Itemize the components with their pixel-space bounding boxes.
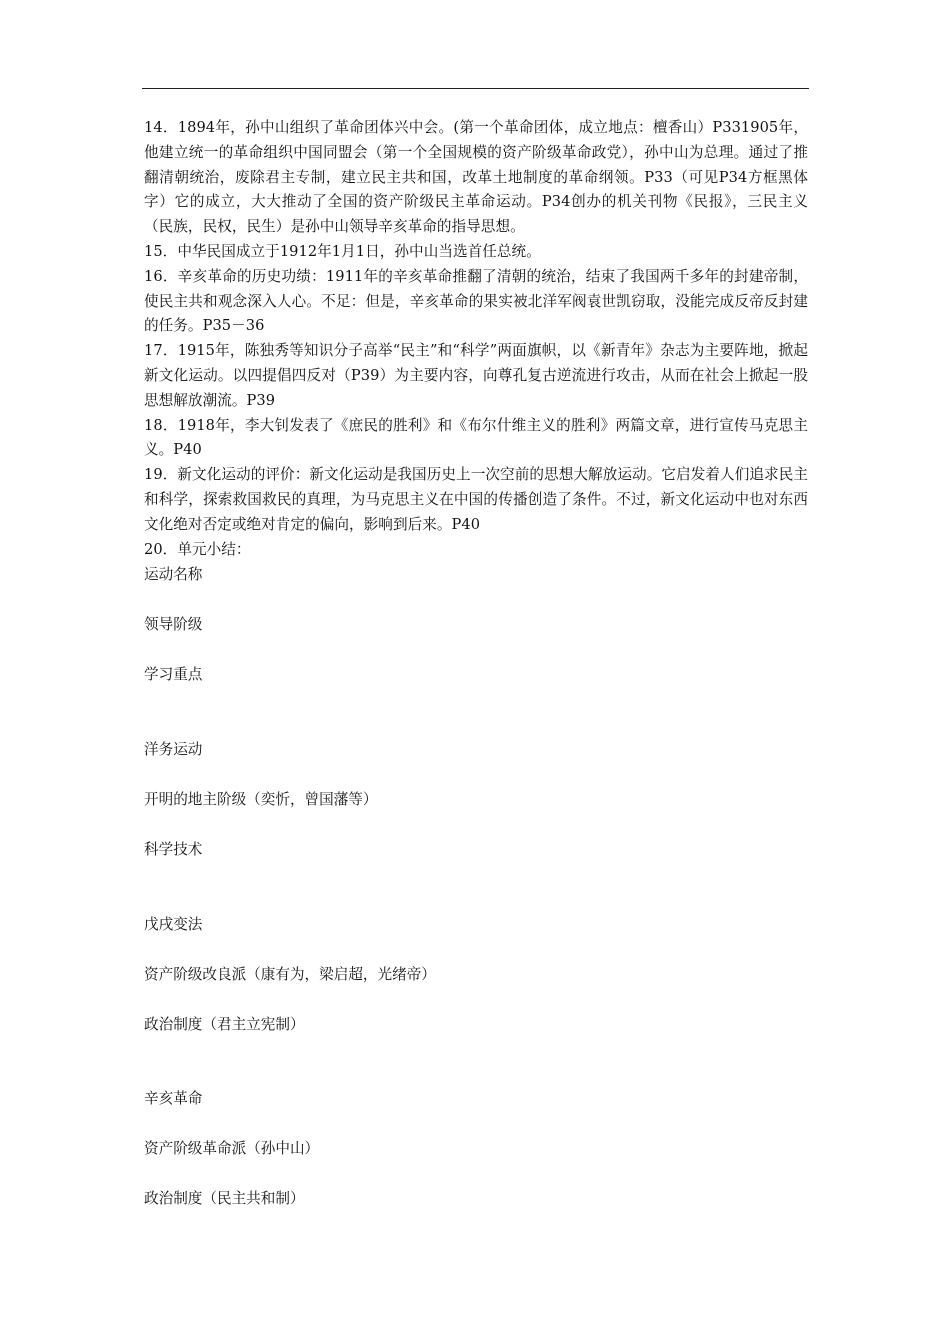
document-body bbox=[144, 116, 808, 562]
row1-focus: 科学技术 bbox=[144, 841, 203, 858]
row2-class: 资产阶级改良派（康有为，梁启超，光绪帝） bbox=[144, 966, 436, 983]
row1-class: 开明的地主阶级（奕忻，曾国藩等） bbox=[144, 791, 378, 808]
row3-class: 资产阶级革命派（孙中山） bbox=[144, 1140, 320, 1157]
row2-focus: 政治制度（君主立宪制） bbox=[144, 1016, 305, 1033]
item-20: 20．单元小结： bbox=[144, 540, 251, 558]
row1-movement: 洋务运动 bbox=[144, 741, 203, 758]
item-16: 16．辛亥革命的历史功绩：1911年的辛亥革命推翻了清朝的统治，结束了我国两千多年的封建帝制，使民主共和观念深入人心。不足：但是，辛亥革命的果实被北洋军阀袁世凯窃取，没能完成反帝反封建的任务。P35－36 bbox=[144, 267, 808, 335]
header-leading-class: 领导阶级 bbox=[144, 616, 203, 633]
item-14: 14．1894年，孙中山组织了革命团体兴中会。(第一个革命团体，成立地点：檀香山）P331905年，他建立统一的革命组织中国同盟会（第一个全国规模的资产阶级革命政党），孙中山为总理。通过了推翻清朝统治，废除君主专制，建立民主共和国，改革土地制度的革命纲领。P33（可见P34方框黑体字）它的成立，大大推动了全国的资产阶级民主革命运动。P34创办的机关刊物《民报》，三民主义（民族，民权，民生）是孙中山领导辛亥革命的指导思想。 bbox=[144, 119, 808, 236]
item-17: 17．1915年，陈独秀等知识分子高举“民主”和“科学”两面旗帜，以《新青年》杂志为主要阵地，掀起新文化运动。以四提倡四反对（P39）为主要内容，向尊孔复古逆流进行攻击，从而在社会上掀起一股思想解放潮流。P39 bbox=[144, 342, 808, 409]
header-study-focus: 学习重点 bbox=[144, 666, 203, 683]
item-15: 15．中华民国成立于1912年1月1日，孙中山当选首任总统。 bbox=[144, 242, 541, 260]
item-18: 18．1918年，李大钊发表了《庶民的胜利》和《布尔什维主义的胜利》两篇文章，进行宣传马克思主义。P40 bbox=[144, 416, 808, 459]
row3-movement: 辛亥革命 bbox=[144, 1090, 203, 1107]
row3-focus: 政治制度（民主共和制） bbox=[144, 1190, 305, 1207]
header-movement-name: 运动名称 bbox=[144, 566, 203, 583]
item-19: 19．新文化运动的评价：新文化运动是我国历史上一次空前的思想大解放运动。它启发着人们追求民主和科学，探索救国救民的真理，为马克思主义在中国的传播创造了条件。不过，新文化运动中也对东西文化绝对否定或绝对肯定的偏向，影响到后来。P40 bbox=[144, 466, 808, 533]
header-rule bbox=[142, 88, 809, 89]
row2-movement: 戊戌变法 bbox=[144, 916, 203, 933]
